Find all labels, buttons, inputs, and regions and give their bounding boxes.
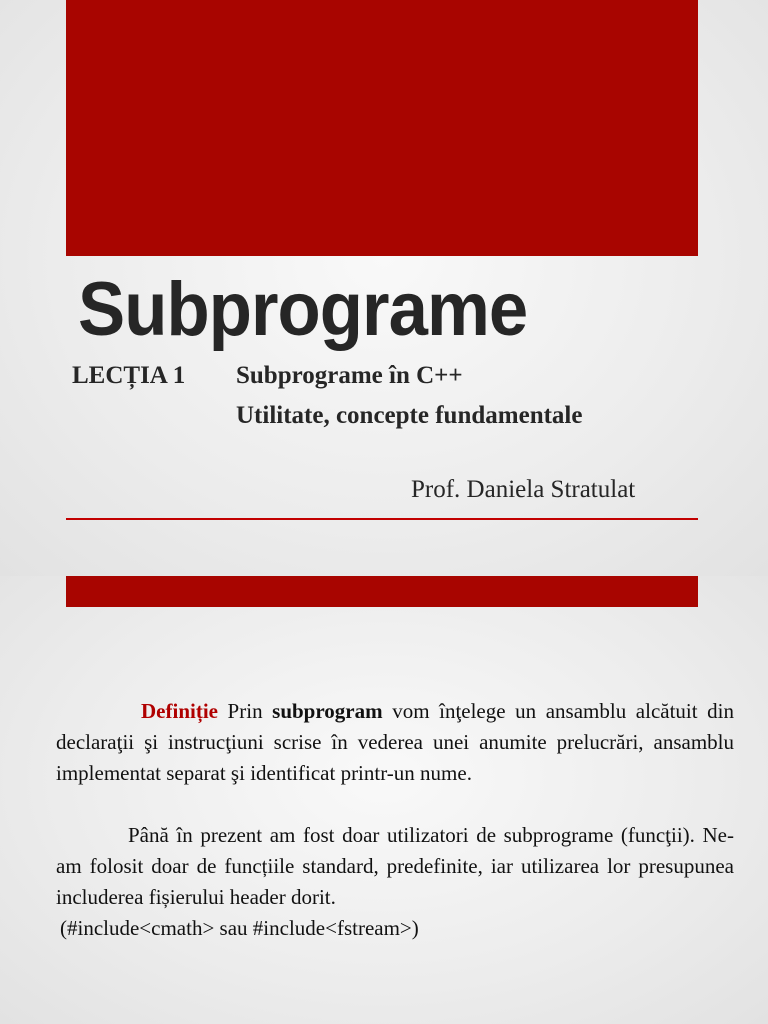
definition-rest: vom înţelege un ansamblu alcătuit din declaraţii şi instrucţiuni scrise în vederea unei anumite prelucrări, ansamblu implementat separat şi identificat printr-un nume. xyxy=(56,699,734,785)
slide-title: Subprograme xyxy=(78,267,528,352)
definition-text-block xyxy=(56,696,734,944)
subtitle-line-1: Subprograme în C++ xyxy=(236,362,463,389)
red-banner xyxy=(66,0,698,256)
divider-line xyxy=(66,518,698,520)
red-banner-strip xyxy=(66,576,698,607)
definition-bold-word: subprogram xyxy=(272,699,383,723)
include-example: (#include<cmath> sau #include<fstream>) xyxy=(60,916,419,940)
definition-paragraph xyxy=(56,696,734,789)
lesson-label: LECȚIA 1 xyxy=(72,362,186,389)
definition-pre: Prin xyxy=(217,699,273,723)
subtitle-line-2: Utilitate, concepte fundamentale xyxy=(236,402,583,429)
definition-term: Definiție xyxy=(141,699,218,723)
author-name: Prof. Daniela Stratulat xyxy=(411,476,636,503)
usage-paragraph: Până în prezent am fost doar utilizatori de subprograme (funcţii). Ne-am folosit doar de funcțiile standard, predefinite, iar utilizarea lor presupunea includerea fișierului header dorit. xyxy=(56,823,734,909)
